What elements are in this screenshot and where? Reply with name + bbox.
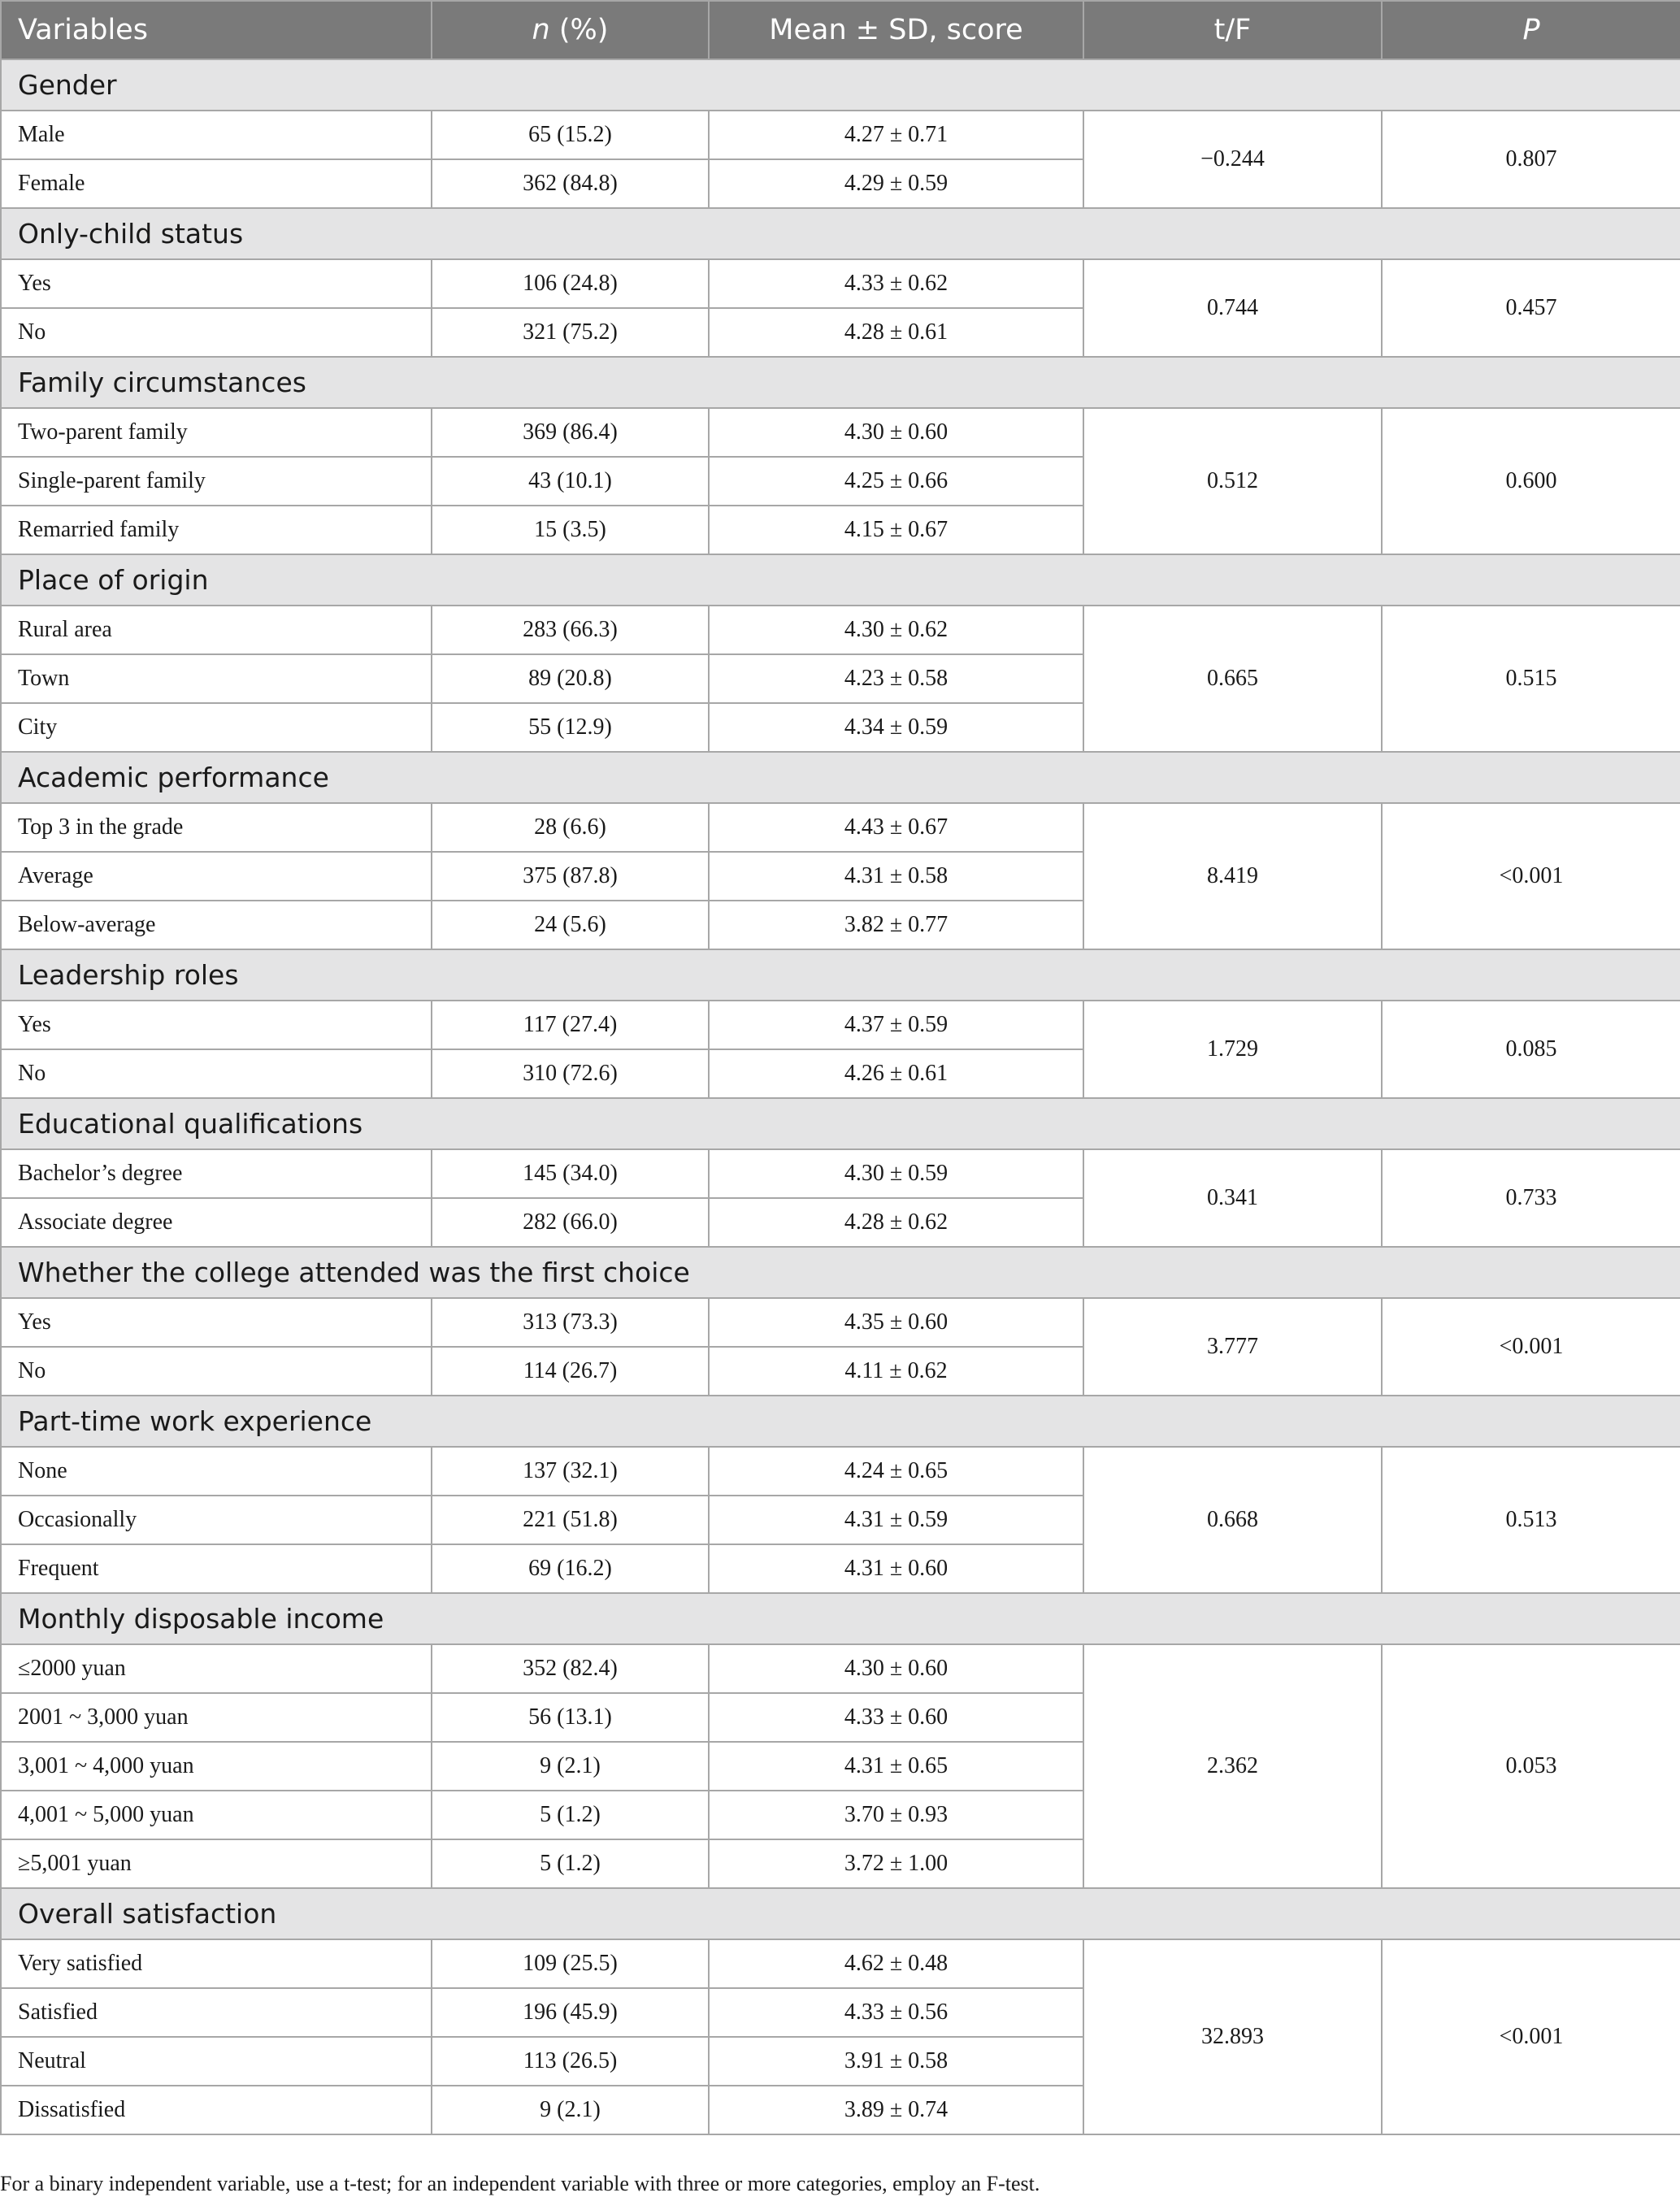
row-n-percent: 114 (26.7) — [432, 1347, 709, 1396]
row-mean-sd: 4.31 ± 0.58 — [709, 852, 1083, 901]
row-label: ≤2000 yuan — [1, 1644, 432, 1693]
group-p-value: 0.807 — [1382, 111, 1680, 208]
row-label: Bachelor’s degree — [1, 1149, 432, 1198]
row-label: 3,001 ~ 4,000 yuan — [1, 1742, 432, 1791]
header-variables: Variables — [1, 1, 432, 59]
row-n-percent: 9 (2.1) — [432, 1742, 709, 1791]
row-n-percent: 24 (5.6) — [432, 901, 709, 949]
row-mean-sd: 4.11 ± 0.62 — [709, 1347, 1083, 1396]
row-mean-sd: 4.30 ± 0.60 — [709, 408, 1083, 457]
row-n-percent: 9 (2.1) — [432, 2086, 709, 2134]
row-label: Occasionally — [1, 1496, 432, 1544]
row-label: None — [1, 1447, 432, 1496]
row-mean-sd: 3.89 ± 0.74 — [709, 2086, 1083, 2134]
table-row — [1, 1447, 1680, 1496]
row-label: Town — [1, 654, 432, 703]
row-label: Average — [1, 852, 432, 901]
header-mean-sd: Mean ± SD, score — [709, 1, 1083, 59]
table-body — [1, 59, 1680, 2134]
group-title: Place of origin — [1, 554, 1680, 606]
group-title: Educational qualifications — [1, 1098, 1680, 1149]
group-title: Gender — [1, 59, 1680, 111]
row-label: ≥5,001 yuan — [1, 1839, 432, 1888]
group-row — [1, 1593, 1680, 1644]
row-label: Top 3 in the grade — [1, 803, 432, 852]
row-n-percent: 65 (15.2) — [432, 111, 709, 159]
row-mean-sd: 4.23 ± 0.58 — [709, 654, 1083, 703]
row-n-percent: 28 (6.6) — [432, 803, 709, 852]
row-n-percent: 5 (1.2) — [432, 1791, 709, 1839]
group-t-f-value: 0.341 — [1083, 1149, 1382, 1247]
group-p-value: 0.600 — [1382, 408, 1680, 554]
row-label: Two-parent family — [1, 408, 432, 457]
group-row — [1, 1888, 1680, 1939]
row-label: Male — [1, 111, 432, 159]
row-n-percent: 375 (87.8) — [432, 852, 709, 901]
row-label: No — [1, 1049, 432, 1098]
group-title: Overall satisfaction — [1, 1888, 1680, 1939]
row-mean-sd: 4.31 ± 0.65 — [709, 1742, 1083, 1791]
row-n-percent: 89 (20.8) — [432, 654, 709, 703]
group-title: Only-child status — [1, 208, 1680, 259]
row-mean-sd: 4.26 ± 0.61 — [709, 1049, 1083, 1098]
group-row — [1, 1098, 1680, 1149]
group-t-f-value: 0.665 — [1083, 606, 1382, 752]
row-label: Neutral — [1, 2037, 432, 2086]
row-label: Remarried family — [1, 506, 432, 554]
row-label: Frequent — [1, 1544, 432, 1593]
row-mean-sd: 3.70 ± 0.93 — [709, 1791, 1083, 1839]
row-label: Female — [1, 159, 432, 208]
row-n-percent: 56 (13.1) — [432, 1693, 709, 1742]
row-label: Single-parent family — [1, 457, 432, 506]
row-n-percent: 196 (45.9) — [432, 1988, 709, 2037]
row-label: Rural area — [1, 606, 432, 654]
row-label: No — [1, 1347, 432, 1396]
group-title: Whether the college attended was the first choice — [1, 1247, 1680, 1298]
row-mean-sd: 4.30 ± 0.62 — [709, 606, 1083, 654]
row-n-percent: 352 (82.4) — [432, 1644, 709, 1693]
row-n-percent: 310 (72.6) — [432, 1049, 709, 1098]
row-label: No — [1, 308, 432, 357]
row-n-percent: 5 (1.2) — [432, 1839, 709, 1888]
row-mean-sd: 4.43 ± 0.67 — [709, 803, 1083, 852]
header-n-symbol: n — [532, 14, 550, 46]
row-label: Associate degree — [1, 1198, 432, 1247]
table-row — [1, 259, 1680, 308]
row-label: Satisfied — [1, 1988, 432, 2037]
table-footnote: For a binary independent variable, use a t-test; for an independent variable with three or more categories, employ an F-test. — [0, 2172, 1040, 2195]
group-row — [1, 357, 1680, 408]
row-label: Yes — [1, 259, 432, 308]
header-row — [1, 1, 1680, 59]
row-n-percent: 69 (16.2) — [432, 1544, 709, 1593]
table-row — [1, 1298, 1680, 1347]
row-mean-sd: 4.31 ± 0.59 — [709, 1496, 1083, 1544]
row-mean-sd: 4.37 ± 0.59 — [709, 1001, 1083, 1049]
row-label: 2001 ~ 3,000 yuan — [1, 1693, 432, 1742]
row-label: Very satisfied — [1, 1939, 432, 1988]
row-n-percent: 43 (10.1) — [432, 457, 709, 506]
row-mean-sd: 3.72 ± 1.00 — [709, 1839, 1083, 1888]
group-row — [1, 1247, 1680, 1298]
row-mean-sd: 4.25 ± 0.66 — [709, 457, 1083, 506]
table-row — [1, 1939, 1680, 1988]
row-label: 4,001 ~ 5,000 yuan — [1, 1791, 432, 1839]
group-t-f-value: 3.777 — [1083, 1298, 1382, 1396]
group-t-f-value: 0.744 — [1083, 259, 1382, 357]
table-row — [1, 1001, 1680, 1049]
row-mean-sd: 4.33 ± 0.60 — [709, 1693, 1083, 1742]
row-mean-sd: 4.34 ± 0.59 — [709, 703, 1083, 752]
header-p: P — [1382, 1, 1680, 59]
table-row — [1, 606, 1680, 654]
group-p-value: <0.001 — [1382, 1939, 1680, 2134]
table-row — [1, 408, 1680, 457]
group-p-value: 0.053 — [1382, 1644, 1680, 1888]
row-n-percent: 145 (34.0) — [432, 1149, 709, 1198]
group-row — [1, 208, 1680, 259]
row-mean-sd: 4.27 ± 0.71 — [709, 111, 1083, 159]
header-t-f: t/F — [1083, 1, 1382, 59]
table-row — [1, 1149, 1680, 1198]
table-row — [1, 803, 1680, 852]
group-row — [1, 1396, 1680, 1447]
row-mean-sd: 4.30 ± 0.59 — [709, 1149, 1083, 1198]
row-n-percent: 109 (25.5) — [432, 1939, 709, 1988]
row-n-percent: 321 (75.2) — [432, 308, 709, 357]
group-p-value: 0.733 — [1382, 1149, 1680, 1247]
row-mean-sd: 4.28 ± 0.61 — [709, 308, 1083, 357]
row-n-percent: 282 (66.0) — [432, 1198, 709, 1247]
group-row — [1, 949, 1680, 1001]
group-t-f-value: 0.512 — [1083, 408, 1382, 554]
group-t-f-value: 1.729 — [1083, 1001, 1382, 1098]
row-n-percent: 283 (66.3) — [432, 606, 709, 654]
row-mean-sd: 3.82 ± 0.77 — [709, 901, 1083, 949]
row-label: City — [1, 703, 432, 752]
row-mean-sd: 4.28 ± 0.62 — [709, 1198, 1083, 1247]
row-label: Yes — [1, 1298, 432, 1347]
group-title: Part-time work experience — [1, 1396, 1680, 1447]
group-title: Academic performance — [1, 752, 1680, 803]
group-p-value: <0.001 — [1382, 1298, 1680, 1396]
row-mean-sd: 4.29 ± 0.59 — [709, 159, 1083, 208]
group-t-f-value: 0.668 — [1083, 1447, 1382, 1593]
row-mean-sd: 4.24 ± 0.65 — [709, 1447, 1083, 1496]
group-row — [1, 554, 1680, 606]
group-p-value: <0.001 — [1382, 803, 1680, 949]
row-mean-sd: 4.33 ± 0.56 — [709, 1988, 1083, 2037]
row-n-percent: 55 (12.9) — [432, 703, 709, 752]
header-n-percent — [432, 1, 709, 59]
row-mean-sd: 4.33 ± 0.62 — [709, 259, 1083, 308]
row-label: Below-average — [1, 901, 432, 949]
row-n-percent: 113 (26.5) — [432, 2037, 709, 2086]
group-p-value: 0.085 — [1382, 1001, 1680, 1098]
group-t-f-value: 2.362 — [1083, 1644, 1382, 1888]
group-p-value: 0.513 — [1382, 1447, 1680, 1593]
header-n-suffix: (%) — [549, 14, 609, 46]
row-mean-sd: 4.31 ± 0.60 — [709, 1544, 1083, 1593]
row-n-percent: 221 (51.8) — [432, 1496, 709, 1544]
row-n-percent: 15 (3.5) — [432, 506, 709, 554]
group-row — [1, 59, 1680, 111]
group-title: Monthly disposable income — [1, 1593, 1680, 1644]
group-t-f-value: 32.893 — [1083, 1939, 1382, 2134]
table-row — [1, 111, 1680, 159]
row-n-percent: 106 (24.8) — [432, 259, 709, 308]
row-mean-sd: 4.62 ± 0.48 — [709, 1939, 1083, 1988]
group-row — [1, 752, 1680, 803]
row-n-percent: 369 (86.4) — [432, 408, 709, 457]
row-n-percent: 137 (32.1) — [432, 1447, 709, 1496]
group-p-value: 0.515 — [1382, 606, 1680, 752]
table-row — [1, 1644, 1680, 1693]
row-mean-sd: 3.91 ± 0.58 — [709, 2037, 1083, 2086]
row-label: Yes — [1, 1001, 432, 1049]
row-mean-sd: 4.15 ± 0.67 — [709, 506, 1083, 554]
group-p-value: 0.457 — [1382, 259, 1680, 357]
group-t-f-value: 8.419 — [1083, 803, 1382, 949]
row-n-percent: 117 (27.4) — [432, 1001, 709, 1049]
group-t-f-value: −0.244 — [1083, 111, 1382, 208]
row-n-percent: 362 (84.8) — [432, 159, 709, 208]
row-mean-sd: 4.35 ± 0.60 — [709, 1298, 1083, 1347]
row-n-percent: 313 (73.3) — [432, 1298, 709, 1347]
row-label: Dissatisfied — [1, 2086, 432, 2134]
group-title: Leadership roles — [1, 949, 1680, 1001]
row-mean-sd: 4.30 ± 0.60 — [709, 1644, 1083, 1693]
group-title: Family circumstances — [1, 357, 1680, 408]
